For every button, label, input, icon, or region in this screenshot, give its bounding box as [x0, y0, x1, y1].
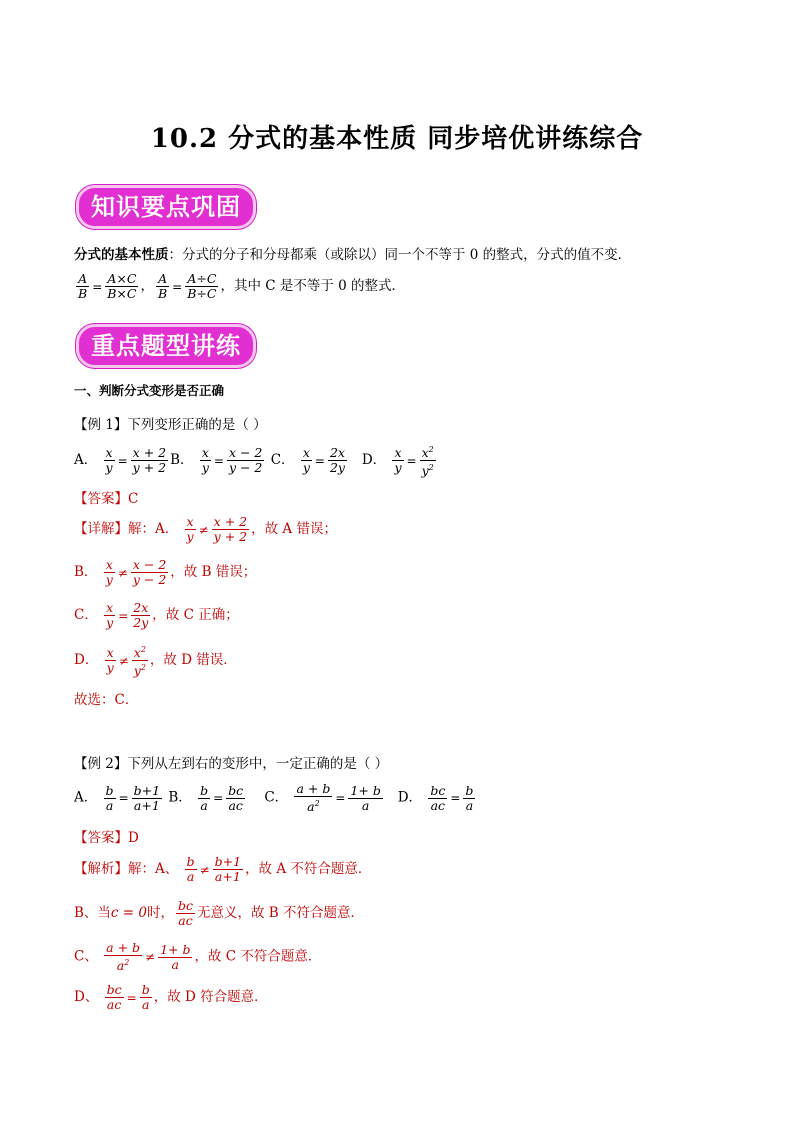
- frac-2x-2y: $\frac{2x}{2y}$: [133, 600, 149, 630]
- example2-question: [74, 752, 388, 772]
- example1-question-text: 下列变形正确的是（ ）: [127, 417, 267, 433]
- answer-value: D: [128, 830, 139, 846]
- example2-tag: 【例 2】: [74, 756, 128, 772]
- frac-b-a: $\frac{b}{a}$: [141, 982, 150, 1012]
- knowledge-label: 分式的基本性质: [74, 247, 169, 263]
- frac-x-y: $\frac{x}{y}$: [106, 600, 114, 630]
- frac-x-y: $\frac{x}{y}$: [186, 514, 194, 544]
- page-title: 10.2 分式的基本性质 同步培优讲练综合: [150, 124, 644, 154]
- analysis-a-label: 解：A、: [128, 861, 179, 877]
- frac-b-a: $\frac{b}{a}$: [186, 854, 195, 884]
- frac-x-y: $\frac{x}{y}$: [302, 445, 310, 475]
- example1-tag: 【例 1】: [74, 417, 128, 433]
- detail-d-label: D．: [74, 652, 99, 668]
- analysis-d-tail: ，故 D 符合题意．: [153, 989, 268, 1005]
- option-d-label: D．: [361, 452, 387, 468]
- example2-options: A． $\frac{b}{a}$ = $\frac{b+1}{a+1}$ B． $\frac{b}{a}$ = $\frac{bc}{ac}$ C． $\frac{a + b}{a^2}$ = $\frac{1+ b}{a}$ D． $\frac{bc}{ac}$ = $\frac{b}{a}$: [74, 781, 474, 814]
- section-badge-practice: 重点题型讲练: [76, 324, 256, 368]
- example1-options: A． $\frac{x}{y}$ = $\frac{x + 2}{y + 2}$ B． $\frac{x}{y}$ = $\frac{x - 2}{y - 2}$ C． $\frac{x}{y}$ = $\frac{2x}{2y}$ D． $\frac{x}{y}$ = $\frac{x^2}{y^2}$: [74, 445, 434, 478]
- frac-b1-a1: $\frac{b+1}{a+1}$: [133, 782, 161, 813]
- frac-bc-ac: $\frac{bc}{ac}$: [228, 782, 244, 813]
- example1-detail-c: C． $\frac{x}{y}$ = $\frac{2x}{2y}$ ，故 C 正确；: [74, 600, 239, 630]
- knowledge-text: ：分式的分子和分母都乘（或除以）同一个不等于 0 的整式，分式的值不变．: [168, 247, 632, 263]
- frac-apb-a2: $\frac{a + b}{a^2}$: [106, 940, 141, 973]
- frac-bc-ac: $\frac{bc}{ac}$: [106, 982, 122, 1012]
- frac-1pb-a: $\frac{1+ b}{a}$: [350, 782, 381, 813]
- analysis-c-label: C、: [74, 948, 98, 965]
- option-a-label: A．: [74, 789, 98, 806]
- example1-choose: 故选：C．: [74, 692, 139, 708]
- analysis-b-condition: c = 0: [110, 905, 147, 921]
- example1-question: [74, 413, 267, 433]
- fraction-a-over-b: $\frac{A}{B}$: [78, 271, 88, 301]
- example1-detail-b: B． $\frac{x}{y}$ ≠ $\frac{x - 2}{y - 2}$ ，故 B 错误；: [74, 557, 257, 587]
- frac-x-sq-y-sq: $\frac{x^2}{y^2}$: [133, 645, 146, 678]
- frac-x-y: $\frac{x}{y}$: [394, 445, 402, 475]
- frac-1pb-a: $\frac{1+ b}{a}$: [160, 941, 191, 972]
- fraction-a-div-c: $\frac{A\div C}{B\div C}$: [187, 271, 217, 301]
- frac-xm2-ym2: $\frac{x - 2}{y - 2}$: [228, 445, 263, 475]
- option-a-label: A．: [74, 452, 98, 468]
- section-badge-knowledge: 知识要点巩固: [76, 185, 256, 229]
- example1-detail-d: D． $\frac{x}{y}$ ≠ $\frac{x^2}{y^2}$ ，故 D 错误．: [74, 645, 237, 678]
- detail-b-label: B．: [74, 564, 98, 580]
- analysis-b-mid: 时，: [146, 905, 174, 921]
- analysis-d-label: D、: [74, 989, 99, 1005]
- section-heading-1: 一、判断分式变形是否正确: [74, 383, 225, 398]
- example2-question-text: 下列从左到右的变形中，一定正确的是（ ）: [127, 756, 389, 772]
- answer-value: C: [128, 491, 139, 507]
- detail-tag: 【详解】: [74, 521, 128, 537]
- knowledge-formula: $\frac{A}{B}$ = $\frac{A\times C}{B\times C}$ ， $\frac{A}{B}$ = $\frac{A\div C}{B\div C}$ ，其中 C 是不等于 0 的整式．: [78, 271, 406, 301]
- analysis-c-tail: ，故 C 不符合题意．: [194, 948, 322, 965]
- frac-bc-ac: $\frac{bc}{ac}$: [430, 782, 446, 813]
- analysis-b-label: B、当: [74, 905, 111, 921]
- frac-x-sq-y-sq: $\frac{x^2}{y^2}$: [421, 445, 434, 478]
- answer-tag: 【答案】: [74, 491, 128, 507]
- frac-b-a: $\frac{b}{a}$: [105, 782, 114, 813]
- example2-answer: [74, 826, 139, 846]
- frac-x2-y2: $\frac{x + 2}{y + 2}$: [132, 445, 167, 475]
- example2-analysis-c: C、 $\frac{a + b}{a^2}$ ≠ $\frac{1+ b}{a}$ ，故 C 不符合题意．: [74, 940, 322, 973]
- option-b-label: B．: [168, 789, 192, 806]
- frac-xm2-ym2: $\frac{x - 2}{y - 2}$: [132, 557, 167, 587]
- example1-detail-a: 【详解】解：A． $\frac{x}{y}$ ≠ $\frac{x + 2}{y + 2}$ ，故 A 错误；: [74, 514, 337, 544]
- frac-bc-ac: $\frac{bc}{ac}$: [177, 898, 193, 928]
- example2-analysis-b: [74, 899, 364, 928]
- frac-b-a: $\frac{b}{a}$: [465, 782, 474, 813]
- fraction-ac-over-bc: $\frac{A\times C}{B\times C}$: [107, 271, 137, 301]
- frac-x-y: $\frac{x}{y}$: [201, 445, 209, 475]
- analysis-a-tail: ，故 A 不符合题意．: [245, 861, 372, 877]
- frac-x-y: $\frac{x}{y}$: [105, 557, 113, 587]
- option-d-label: D．: [397, 789, 423, 806]
- example1-answer: [74, 487, 138, 507]
- option-c-label: C．: [264, 789, 289, 806]
- fraction-a-over-b-2: $\frac{A}{B}$: [157, 271, 168, 301]
- detail-c-tail: ，故 C 正确；: [152, 607, 239, 623]
- detail-d-tail: ，故 D 错误．: [149, 652, 237, 668]
- example2-analysis-d: D、 $\frac{bc}{ac}$ = $\frac{b}{a}$ ，故 D 符合题意．: [74, 982, 268, 1012]
- frac-2x-2y: $\frac{2x}{2y}$: [329, 445, 345, 475]
- detail-a-label: 解：A．: [128, 521, 179, 537]
- analysis-tag: 【解析】: [74, 861, 128, 877]
- frac-b1-a1: $\frac{b+1}{a+1}$: [214, 854, 242, 884]
- knowledge-formula-tail: ，其中 C 是不等于 0 的整式．: [220, 278, 406, 294]
- answer-tag: 【答案】: [74, 830, 128, 846]
- detail-c-label: C．: [74, 607, 98, 623]
- frac-x2-y2: $\frac{x + 2}{y + 2}$: [213, 514, 248, 544]
- option-c-label: C．: [270, 452, 295, 468]
- detail-a-tail: ，故 A 错误；: [251, 521, 337, 537]
- frac-x-y: $\frac{x}{y}$: [106, 645, 114, 675]
- option-b-label: B．: [170, 452, 194, 468]
- frac-b-a: $\frac{b}{a}$: [200, 782, 209, 813]
- frac-apb-a2: $\frac{a + b}{a^2}$: [296, 781, 331, 814]
- frac-x-y: $\frac{x}{y}$: [105, 445, 113, 475]
- example2-analysis-a: 【解析】解：A、 $\frac{b}{a}$ ≠ $\frac{b+1}{a+1}$ ，故 A 不符合题意．: [74, 854, 372, 884]
- analysis-b-tail: 无意义，故 B 不符合题意．: [196, 905, 364, 921]
- knowledge-line: [74, 243, 631, 263]
- detail-b-tail: ，故 B 错误；: [170, 564, 257, 580]
